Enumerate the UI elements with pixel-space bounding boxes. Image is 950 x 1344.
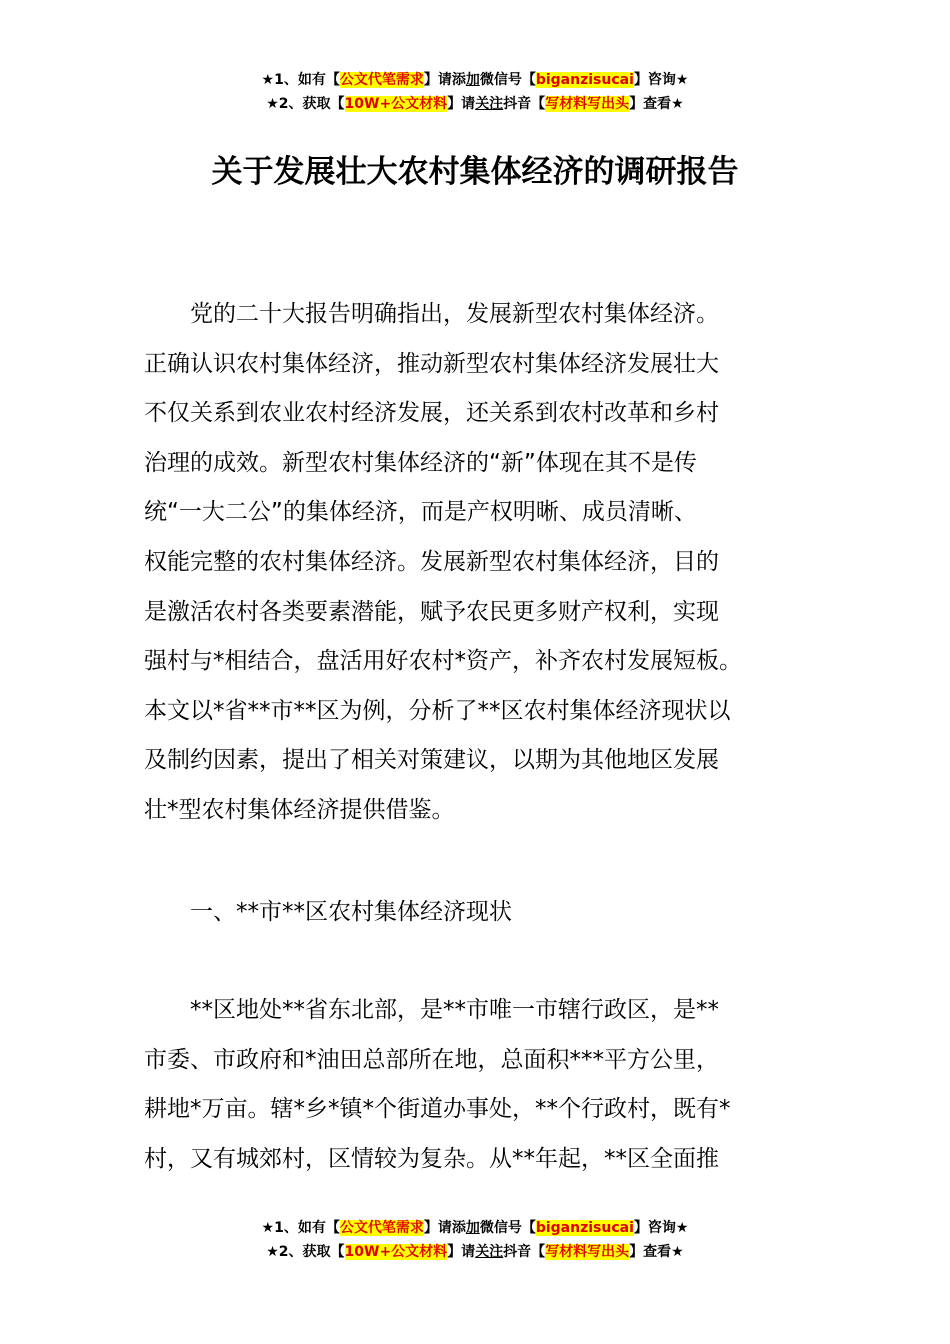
paragraph-section-1 xyxy=(144,986,814,1184)
banner-line-2 xyxy=(0,92,950,116)
banner-text: 】请 xyxy=(447,96,476,112)
text-line: 不仅关系到农业农村经济发展，还关系到农村改革和乡村 xyxy=(144,400,719,427)
banner-text: 】咨询★ xyxy=(633,72,689,88)
text-line: 统“一大二公”的集体经济，而是产权明晰、成员清晰、 xyxy=(144,499,697,526)
text-line: 权能完整的农村集体经济。发展新型农村集体经济，目的 xyxy=(144,548,719,575)
banner-text: 】请添 xyxy=(423,72,466,88)
text-line: 村，又有城郊村，区情较为复杂。从**年起，**区全面推 xyxy=(144,1145,719,1172)
banner-underline: 关注 xyxy=(475,96,504,112)
banner-highlight: 10W+公文材料 xyxy=(344,1244,448,1260)
banner-text: 】查看★ xyxy=(629,96,684,112)
banner-text: ★2、获取【 xyxy=(266,1244,345,1260)
banner-highlight: 10W+公文材料 xyxy=(344,96,448,112)
text-line: 本文以*省**市**区为例，分析了**区农村集体经济现状以 xyxy=(144,697,731,724)
banner-text: 】咨询★ xyxy=(633,1220,689,1236)
banner-line-2 xyxy=(0,1240,950,1264)
text-line: **区地处**省东北部，是**市唯一市辖行政区，是** xyxy=(144,997,719,1023)
banner-text: 抖音【 xyxy=(503,96,546,112)
banner-highlight: biganzisucai xyxy=(535,72,634,88)
text-line: 党的二十大报告明确指出，发展新型农村集体经济。 xyxy=(144,301,719,327)
header-banner xyxy=(0,68,950,116)
banner-highlight: 写材料写出头 xyxy=(545,1244,630,1260)
text-line: 治理的成效。新型农村集体经济的“新”体现在其不是传 xyxy=(144,449,697,476)
banner-underline: 加 xyxy=(465,1220,480,1236)
banner-text: ★1、如有【 xyxy=(261,72,340,88)
text-line: 耕地*万亩。辖*乡*镇*个街道办事处，**个行政村，既有* xyxy=(144,1096,731,1123)
banner-text: ★1、如有【 xyxy=(261,1220,340,1236)
paragraph-intro xyxy=(144,290,814,836)
banner-text: ★2、获取【 xyxy=(266,96,345,112)
banner-highlight: 公文代笔需求 xyxy=(339,72,424,88)
banner-text: 】请 xyxy=(447,1244,476,1260)
footer-banner xyxy=(0,1216,950,1264)
document-title: 关于发展壮大农村集体经济的调研报告 xyxy=(211,154,739,190)
text-line: 市委、市政府和*油田总部所在地，总面积***平方公里， xyxy=(144,1046,719,1073)
section-heading xyxy=(144,888,814,938)
text-line: 是激活农村各类要素潜能，赋予农民更多财产权利，实现 xyxy=(144,598,719,625)
banner-underline: 关注 xyxy=(475,1244,504,1260)
heading-line: 一、**市**区农村集体经济现状 xyxy=(144,899,512,925)
banner-line-1 xyxy=(0,68,950,92)
banner-text: 微信号【 xyxy=(479,72,536,88)
banner-highlight: biganzisucai xyxy=(535,1220,634,1236)
banner-text: 】请添 xyxy=(423,1220,466,1236)
banner-line-1 xyxy=(0,1216,950,1240)
text-line: 壮*型农村集体经济提供借鉴。 xyxy=(144,796,455,823)
banner-text: 抖音【 xyxy=(503,1244,546,1260)
banner-highlight: 公文代笔需求 xyxy=(339,1220,424,1236)
banner-highlight: 写材料写出头 xyxy=(545,96,630,112)
banner-underline: 加 xyxy=(465,72,480,88)
text-line: 强村与*相结合，盘活用好农村*资产，补齐农村发展短板。 xyxy=(144,648,742,675)
text-line: 及制约因素，提出了相关对策建议，以期为其他地区发展 xyxy=(144,747,719,774)
text-line: 正确认识农村集体经济，推动新型农村集体经济发展壮大 xyxy=(144,350,719,377)
banner-text: 】查看★ xyxy=(629,1244,684,1260)
banner-text: 微信号【 xyxy=(479,1220,536,1236)
